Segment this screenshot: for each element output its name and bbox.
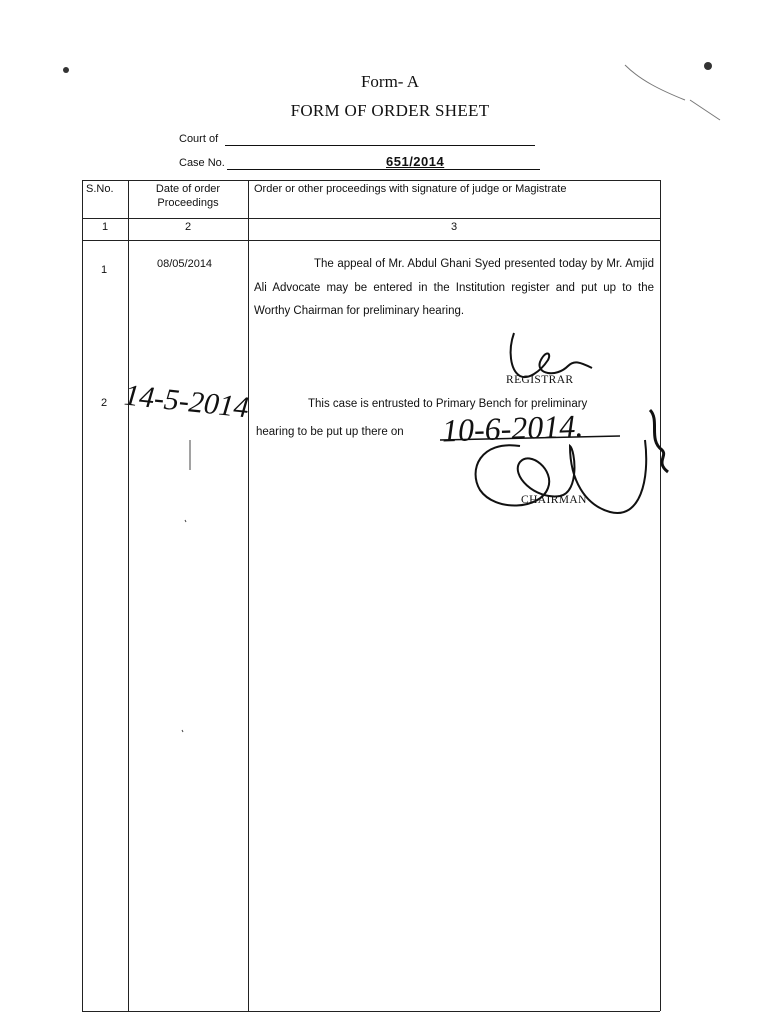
col-header-sno: S.No. <box>86 183 114 195</box>
scan-dot-top-left <box>63 67 69 73</box>
scan-artifact-top-right <box>625 65 720 120</box>
form-label: Form- A <box>360 72 420 91</box>
chairman-signature <box>476 440 647 513</box>
registrar-signature <box>511 333 592 377</box>
margin-scribble <box>650 410 668 472</box>
date-column-marks <box>182 440 190 732</box>
col-number-3: 3 <box>450 221 458 233</box>
case-label: Case No. <box>179 157 225 169</box>
row-2-order-line-1: This case is entrusted to Primary Bench for preliminary <box>308 398 588 410</box>
col-number-1: 1 <box>101 221 109 233</box>
row-1-order-paragraph: The appeal of Mr. Abdul Ghani Syed presented today by Mr. Amjid Ali Advocate may be entered in the Institution register and put up to the Worthy Chairman for preliminary hearing. <box>254 258 654 318</box>
row-2-sno: 2 <box>101 397 108 409</box>
row-1-sno: 1 <box>101 264 108 276</box>
chairman-label: CHAIRMAN <box>521 494 587 506</box>
form-title: FORM OF ORDER SHEET <box>290 101 490 120</box>
row-2-handwritten-hearing-date: 10-6-2014. <box>441 407 584 449</box>
col-header-order: Order or other proceedings with signature of judge or Magistrate <box>254 183 567 195</box>
court-label: Court of <box>179 133 219 145</box>
row-1-date: 08/05/2014 <box>157 258 213 270</box>
hearing-date-underline <box>440 436 620 440</box>
case-number: 651/2014 <box>386 154 445 169</box>
scan-dot-top-right <box>704 62 712 70</box>
col-number-2: 2 <box>184 221 192 233</box>
row-2-handwritten-date: 14-5-2014 <box>122 378 251 425</box>
row-2-order-line-2: hearing to be put up there on <box>256 426 404 438</box>
registrar-label: REGISTRAR <box>506 374 574 386</box>
col-header-date: Date of order Proceedings <box>155 183 221 209</box>
